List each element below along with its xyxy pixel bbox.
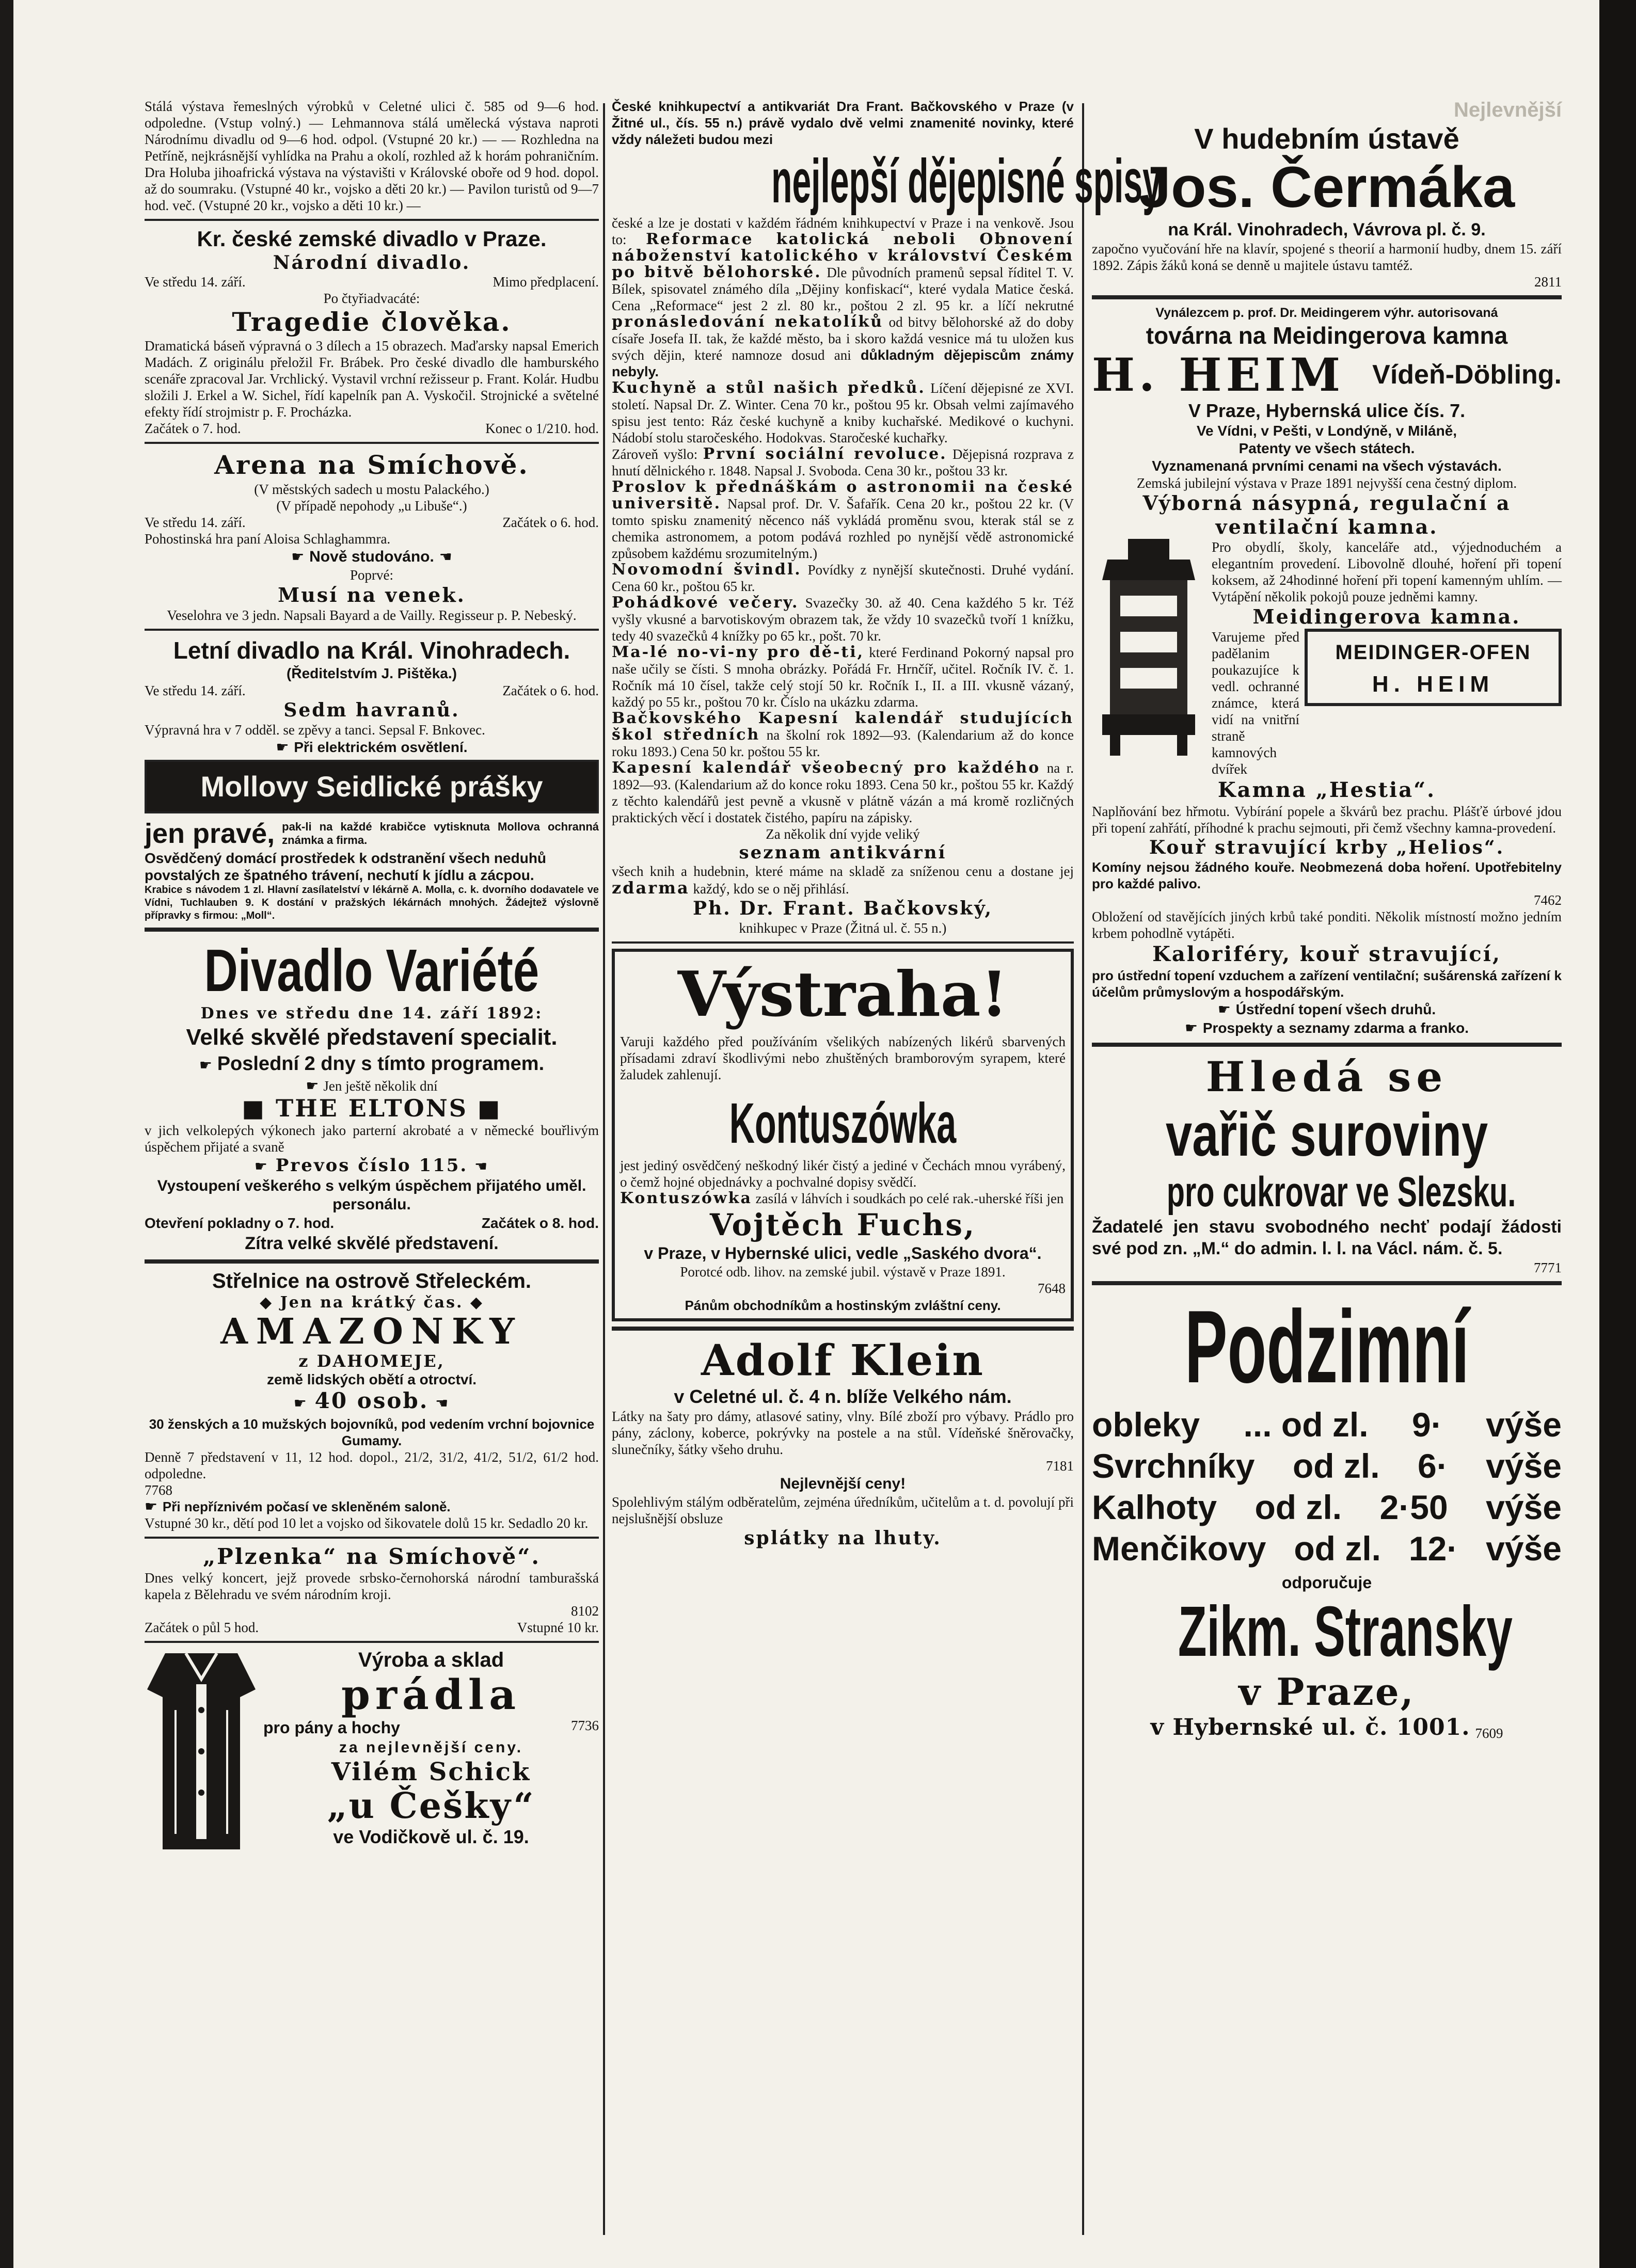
letni-light: Při elektrickém osvětlení.: [294, 739, 468, 755]
letni-theatre-ad: [145, 636, 599, 757]
strelnice-daily: Denně 7 představení v 11, 12 hod. dopol., 21/2, 31/2, 41/2, 51/2, 61/2 hod. odpoledne.: [145, 1449, 599, 1481]
pointing-hand-icon: ☛: [293, 1395, 315, 1412]
heim-meidinger: Meidingerova kamna.: [1252, 605, 1521, 628]
hleda-line2: pro cukrovar ve Slezsku.: [1166, 1169, 1516, 1216]
catalog-free: zdarma: [612, 878, 690, 898]
pointing-hand-icon: ☚: [428, 1395, 450, 1412]
heim-address: V Praze, Hybernská ulice čís. 7.: [1188, 400, 1466, 421]
pointing-hand-icon: ☛: [306, 1077, 324, 1094]
revolution-title: První sociální revoluce.: [703, 445, 947, 463]
variete-headline: Velké skvělé představení specialit.: [186, 1025, 558, 1050]
schick-cheap: za nejlevnější ceny.: [339, 1739, 523, 1756]
proslov-text: Napsal prof. Dr. V. Šafařík. Cena 20 kr., poštou 22 kr. (V tomto spisku znamenitý něcenco náš vykládá proměnu svou, kterak stál se z chemika astronomem, a potom podává rozhled po nynější vědě astronomické způsobem každému srozumitelným.): [612, 496, 1074, 561]
kalendar-text: na školní rok 1892—93. (Kalendarium až do konce roku 1893.) Cena 50 kr. poštou 55 kr.: [612, 727, 1074, 759]
price-item-suffix: výše: [1486, 1405, 1562, 1444]
theatre-note: Mimo předplacení.: [493, 274, 599, 290]
schick-name: Vilém Schick: [331, 1758, 531, 1786]
backovsky-reformace: Reformace katolická neboli Obnovení náboženství katolického v království Českém po bitvě bělohorské.: [612, 230, 1074, 281]
backovsky-signature: Ph. Dr. Frant. Bačkovský,: [692, 898, 993, 919]
price-row: [1092, 1445, 1562, 1487]
variete-last: Poslední 2 dny s tímto programem.: [217, 1053, 545, 1075]
backovsky-intro: České knihkupectví a antikvariát Dra Frant. Bačkovského v Praze (v Žitné ul., čís. 55 n.) právě vydalo dvě velmi znamenité novinky, které vždy náležeti budou mezi: [612, 99, 1074, 147]
scan-left-edge: [0, 0, 13, 2268]
klein-title: Adolf Klein: [701, 1336, 984, 1385]
variete-open: Otevření pokladny o 7. hod.: [145, 1215, 335, 1231]
heim-factory: továrna na Meidingerova kamna: [1146, 322, 1508, 349]
letni-title: Letní divadlo na Král. Vinohradech.: [173, 637, 570, 664]
catalog-title: seznam antikvární: [739, 842, 947, 863]
price-item-value: 12·: [1408, 1529, 1458, 1568]
theatre-date: Ve středu 14. září.: [145, 274, 246, 290]
letni-director: (Ředitelstvím J. Pištěka.): [287, 665, 457, 681]
price-item-suffix: výše: [1486, 1488, 1562, 1526]
catalog-request: Za několik dní vyjde veliký: [766, 826, 920, 842]
schick-address: ve Vodičkově ul. č. 19.: [333, 1826, 529, 1847]
helios-title: Kouř stravující krby „Helios“.: [1149, 837, 1505, 858]
cermak-pre: V hudebním ústavě: [1194, 122, 1459, 155]
stransky-price-list: [1092, 1404, 1562, 1569]
pointing-hand-icon: ☛: [145, 1498, 163, 1515]
vystraha-text: Varuji každého před používáním všelikých nabízených likérů sbarvených přísadami zdraví škodlivými nebo zhuštěných bramborovým syrapem, které žaludek zahlenují.: [620, 1034, 1066, 1082]
pointing-hand-icon: ☚: [434, 548, 452, 565]
helios-text: Komíny nejsou žádného kouře. Neobmezená doba hoření. Upotřebitelny pro každé palivo.: [1092, 859, 1562, 891]
variete-ad: Divadlo Variété Dnes ve středu dne 14. září 1892: Velké skvělé představení specialit. ☛ Poslední 2 dny s tímto programem. ☛ Jen ještě několik dní ■ THE ELTONS ■ v jich velkolepých výkonech jako parterní akrobaté a v německé bouřlivým úspěchem přijaté a svaně ☛ Prevos číslo 115. ☚ Vystoupení veškerého s velkým úspěchem přijatého uměl. personálu. Otevření pokladny o 7. hod. Začátek o 8. hod. Zítra velké skvělé představení.: [145, 937, 599, 1253]
pointing-hand-icon: ☛: [254, 1158, 276, 1175]
backovsky-known: důkladným dějepiscům známy nebyly.: [612, 347, 1074, 379]
vystraha-title: Výstraha!: [677, 958, 1008, 1031]
theatre-start: Po čtyřiadvacáté:: [323, 291, 420, 306]
stransky-ad: [1092, 1290, 1562, 1742]
price-item-sep: ... od zl.: [1243, 1405, 1369, 1444]
backovsky-headline: nejlepší dějepisné spisy: [771, 147, 1162, 216]
schick-number: 7736: [571, 1718, 599, 1733]
stove-icon: [1092, 539, 1205, 756]
shirt-icon: [145, 1648, 258, 1855]
price-item-value: 9·: [1412, 1405, 1442, 1444]
strelnice-show: AMAZONKY: [220, 1311, 523, 1352]
exhibit-listing: Stálá výstava řemeslných výrobků v Celetné ulici č. 585 od 9—6 hod. odpoledne. (Vstup volný.) — Lehmannova stálá umělecká výstava naproti Národnímu divadlu od 9—6 hod. odpol. (Vstupné 20 kr.) — — Rozhledna na Petříně, nejkrásnější vyhlídka na Prahu a okolí, rozhled až k horám pohraničním. Dra Holuba jihoafrická výstava na výstavišti v Královské oboře od 9 hod. dopol. až do soumraku. (Vstupné 40 kr., vojsko a děti 20 kr.) — Pavilon turistů od 9—7 hod. več. (Vstupné 20 kr., vojsko a děti 10 kr.) —: [145, 99, 599, 213]
price-item-name: Svrchníky: [1092, 1447, 1255, 1485]
price-item-suffix: výše: [1486, 1529, 1562, 1568]
kalorifery-text: pro ústřední topení vzduchem a zařízení ventilační; sušárenská zařízení k účelům průmyslovým a hospodářským.: [1092, 968, 1562, 1000]
plzenka-entry: Vstupné 10 kr.: [517, 1620, 599, 1635]
novomodni-title: Novomodní švindl.: [612, 561, 802, 579]
price-item-sep: od zl.: [1254, 1488, 1342, 1526]
trademark-plate: [1305, 629, 1562, 706]
also-published: Zároveň vyšlo:: [612, 446, 698, 462]
theatre-description: Dramatická báseň výpravná o 3 dílech a 15 obrazech. Maďarsky napsal Emerich Madách. Z originálu přeložil Fr. Brábek. Pro české divadlo dle hamburského scenáře zpracoval Jar. Vrchlický. Vystavil vrchní režisseur p. Frant. Kolár. Hudbu složili J. Erkel a W. Sichel, řídí kapelník pan A. Vyskočil. Strojnické a světelné efekty řídí strojmistr p. F. Procházka.: [145, 338, 599, 420]
moll-prave: jen pravé,: [145, 818, 275, 849]
arena-start: Začátek o 6. hod.: [502, 515, 599, 530]
plzenka-number: 8102: [571, 1603, 599, 1619]
stransky-city: v Praze,: [1238, 1670, 1415, 1714]
price-row: [1092, 1404, 1562, 1445]
revolution-text: Dějepisná rozprava z hnutí dělnického r. 1848. Napsal J. Svoboda. Cena 30 kr., poštou 33 kr.: [612, 446, 1074, 478]
kontus-title: Kontuszówka: [729, 1092, 957, 1155]
plzenka-start: Začátek o půl 5 hod.: [145, 1620, 259, 1635]
kapesni-title: Kapesní kalendář všeobecný pro každého: [612, 759, 1041, 777]
moll-prave-text: pak-li na každé krabičce vytisknuta Mollova ochranná známka a firma.: [282, 820, 599, 846]
proslov-title: Proslov k přednáškám o astronomii na české universitě.: [612, 478, 1074, 513]
price-item-suffix: výše: [1486, 1447, 1562, 1485]
heim-name: H. HEIM: [1092, 348, 1345, 402]
cermak-address: na Král. Vinohradech, Vávrova pl. č. 9.: [1168, 220, 1486, 239]
heim-warning: Varujeme před padělanim poukazujíce k vedl. ochranné známce, která vidí na vnitřní straně kamnových dvířek: [1212, 629, 1299, 777]
strelnice-ad: Střelnice na ostrově Střeleckém. ◆ Jen na krátký čas. ◆ AMAZONKY z DAHOMEJE, země lidských obětí a otroctví. ☛ 40 osob. ☚ 30 ženských a 10 mužských bojovníků, pod vedením vrchní bojovnice Gumamy. Denně 7 představení v 11, 12 hod. dopol., 21/2, 31/2, 41/2, 51/2, 61/2 hod. odpoledne. 7768 ☛ Při nepříznivém počasí ve skleněném saloně. Vstupné 30 kr., dětí pod 10 let a vojsko od šikovatele dolů 15 kr. Sedadlo 20 kr.: [145, 1270, 599, 1531]
hleda-number: 7771: [1534, 1260, 1562, 1275]
backovsky-text2: Dle původních pramenů sepsal říditel T. V. Bílek, spisovatel známého díla „Dějiny konfiskací“, které vydala Matice česká. Cena „Reformace“ jest 2 zl. 80 kr., poštou 2 zl. 95 kr. a líčí nekrutné: [612, 265, 1074, 313]
backovsky-signature-address: knihkupec v Praze (Žitná ul. č. 55 n.): [739, 920, 947, 936]
prospectus: Prospekty a seznamy zdarma a franko.: [1202, 1020, 1469, 1036]
heim-branches: Ve Vídni, v Pešti, v Londýně, v Miláně,: [1196, 423, 1457, 439]
cermak-number: 2811: [1534, 274, 1562, 290]
price-row: [1092, 1487, 1562, 1528]
cermak-text: započno vyučování hře na klavír, spojené s theorií a harmonií hudby, dnem 15. září 1892. Zápis žáků koná se denně u majitele ústavu tamtéž.: [1092, 241, 1562, 273]
heim-headline: Výborná násypná, regulační a ventilační kamna.: [1142, 491, 1511, 538]
hleda-ad: [1092, 1052, 1562, 1276]
variete-act-description: v jich velkolepých výkonech jako parterní akrobaté a v německé bouřlivým úspěchem přijaté a svaně: [145, 1123, 599, 1155]
backovsky-text1: české a lze je dostati v každém řádném knihkupectví v Praze i na venkově. Jsou to:: [612, 215, 1074, 247]
kontus-number: 7648: [1038, 1281, 1066, 1296]
schick-title: Výroba a sklad: [358, 1649, 504, 1671]
variete-start: Začátek o 8. hod.: [481, 1215, 599, 1231]
letni-date: Ve středu 14. září.: [145, 683, 246, 698]
heim-awards: Vyznamenaná prvními cenami na všech výstavách.: [1152, 458, 1502, 474]
pointing-hand-icon: ☛: [1217, 1001, 1236, 1018]
arena-title: Arena na Smíchově.: [214, 450, 529, 480]
arena-line1: (V městských sadech u mostu Palackého.): [254, 482, 489, 497]
hestia-text: Naplňování bez hřmotu. Vybírání popele a škvárů bez prachu. Plášťě úrbové jdou při topení zahřátí, příhodné k prachu sejmouti, při čemž všechny kamna-provedení.: [1092, 804, 1562, 836]
price-item-sep: od zl.: [1292, 1447, 1380, 1485]
moll-fine-print: Krabice s návodem 1 zl. Hlavní zasílatelství v lékárně A. Molla, c. k. dvorního dodavatele ve Vídni, Tuchlauben 9. K dostání v pražských lékárnách mnohých. Žádejtež výslovně přípravky s firmou: „Moll“.: [145, 884, 599, 921]
arena-play: Musí na venek.: [278, 583, 466, 606]
trademark-line1: MEIDINGER-OFEN: [1335, 641, 1531, 664]
variete-prevos: Prevos číslo 115.: [275, 1155, 468, 1176]
backovsky-ad: [612, 98, 1162, 936]
price-item-name: Menčikovy: [1092, 1529, 1266, 1568]
price-item-sep: od zl.: [1294, 1529, 1381, 1568]
helios-text2: Obložení od stavějících jiných krbů také ponditi. Několik místností možno jedním krbem pohodlně vytápěti.: [1092, 909, 1562, 941]
strelnice-entry: Vstupné 30 kr., dětí pod 10 let a vojsko od šikovatele dolů 15 kr. Sedadlo 20 kr.: [145, 1515, 589, 1531]
plzenka-ad: [145, 1544, 599, 1636]
stransky-recommends: odporučuje: [1281, 1573, 1372, 1592]
pointing-hand-icon: ☛: [199, 1057, 217, 1074]
heim-patents: Patenty ve všech státech.: [1238, 440, 1415, 456]
strelnice-number: 7768: [145, 1482, 172, 1498]
stransky-address: v Hybernské ul. č. 1001.: [1150, 1714, 1470, 1740]
arena-line2: (V případě nepohody „u Libuše“.): [276, 498, 467, 514]
klein-ad: [612, 1336, 1074, 1550]
kontus-text2: zasílá v láhvích i soudkách po celé rak.-uherské říši jen: [755, 1191, 1064, 1206]
schick-for: pro pány a hochy: [263, 1718, 400, 1737]
variete-all: Vystoupení veškerého s velkým úspěchem přijatého uměl. personálu.: [157, 1177, 586, 1213]
vystraha-ad: [612, 949, 1074, 1321]
letni-description: Výpravná hra v 7 odděl. se zpěvy a tanci. Sepsal F. Bnkovec.: [145, 722, 485, 738]
cermak-name: Jos. Čermáka: [1138, 155, 1515, 219]
kontus-award: Porotcé odb. lihov. na zemské jubil. výstavě v Praze 1891.: [680, 1264, 1006, 1280]
theatre-subtitle: Národní divadlo.: [273, 252, 471, 274]
hleda-line1: vařič suroviny: [1165, 1101, 1488, 1169]
heim-text: Pro obydlí, školy, kanceláře atd., výjednoduchém a elegantním provedení. Libovolně dlouhé, hoření při topení koksem, až 24hodinné hoření při topení kamenným uhlím. — Vytápění několik pokojů pouze jedněmi kamny.: [1212, 539, 1562, 604]
kontus-product: Kontuszówka: [620, 1189, 752, 1207]
pointing-hand-icon: ☛: [276, 739, 294, 756]
arena-new: Nově studováno.: [309, 548, 434, 565]
hestia-title: Kamna „Hestia“.: [1217, 778, 1436, 802]
letni-start: Začátek o 6. hod.: [502, 683, 599, 698]
national-theatre-ad: [145, 226, 599, 437]
mala-title: Ma-lé no-vi-ny pro dě-ti,: [612, 643, 865, 661]
moll-description: Osvědčený domácí prostředek k odstranění všech neduhů povstalých ze špatného trávení, nechutí k jídlu a zácpou.: [145, 850, 547, 883]
column-rule-2: [1082, 103, 1084, 2235]
stransky-number: 7609: [1475, 1726, 1503, 1741]
arena-first: Poprvé:: [350, 567, 393, 583]
schick-shop: „u Češky“: [327, 1785, 535, 1827]
strelnice-from: z DAHOMEJE,: [298, 1351, 445, 1371]
trademark-line2: H. HEIM: [1372, 672, 1495, 697]
heim-jubilee: Zemská jubilejní výstava v Praze 1891 nejvyšší cena čestný diplom.: [1136, 475, 1517, 491]
plzenka-title: „Plzenka“ na Smíchově“.: [202, 1544, 541, 1569]
strelnice-title: Střelnice na ostrově Střeleckém.: [212, 1270, 532, 1292]
theatre-play-title: Tragedie člověka.: [232, 307, 512, 337]
price-item-name: Kalhoty: [1092, 1488, 1217, 1526]
vecery-title: Pohádkové večery.: [612, 594, 799, 612]
klein-text: Látky na šaty pro dámy, atlasové satiny, vlny. Bílé zboží pro výbavy. Prádlo pro pány, záclony, koberce, pokrývky na postele a na stůl. Vídeňské šněrovačky, slunečníky, šátky všeho druhu.: [612, 1409, 1074, 1457]
cermak-ad: [1092, 98, 1562, 290]
stransky-name: Zikm. Stransky: [1178, 1592, 1513, 1671]
klein-text2: Spolehlivým stálým odběratelům, zejména úředníkům, učitelům a t. d. povolují při nejslušnější obsluze: [612, 1494, 1074, 1526]
vecery-text: Svazečky 30. až 40. Cena každého 5 kr. Též vyšly vkusné a barvotiskovým obrazem tak, že vždy 10 svazečků tvoří 1 knížku, tedy 40 svazečků 4 knížky po 65 kr., pošt. 70 kr.: [612, 595, 1074, 644]
arena-ad: [145, 449, 599, 624]
theatre-end-time: Konec o 1/210. hod.: [485, 421, 599, 436]
kontus-text1: jest jediný osvědčený neškodný likér čistý a jediné v Čechách mnou vyrábený, o čemž hojné objednávky a pochvalné dopisy svědčí.: [620, 1158, 1066, 1190]
kapesni-text: na r. 1892—93. (Kalendarium až do konce roku 1893. Cena 50 kr., poštou 55 kr. Každý z těchto kalendářů jest pevně a vkusně v plátně vázán a má kromě rozličných praktických věcí i dostatek čistého, papíru na zápisky.: [612, 760, 1074, 825]
scan-right-edge: [1599, 0, 1636, 2268]
strelnice-description: 30 ženských a 10 mužských bojovníků, pod vedením vrchní bojovnice Gumamy.: [149, 1416, 595, 1448]
pointing-hand-icon: ☛: [291, 548, 310, 565]
klein-number: 7181: [1046, 1458, 1074, 1474]
variete-more: Jen ještě několik dní: [323, 1078, 438, 1094]
stransky-title: Podzimní: [1184, 1289, 1469, 1404]
price-row: [1092, 1528, 1562, 1569]
pointing-hand-icon: ☚: [468, 1158, 489, 1175]
price-item-value: 6·: [1418, 1447, 1448, 1485]
strelnice-rain: Při nepříznivém počasí ve skleněném saloně.: [162, 1499, 451, 1514]
kontus-name: Vojtěch Fuchs,: [709, 1207, 976, 1242]
arena-description: Veselohra ve 3 jedn. Napsali Bayard a de Vailly. Regisseur p. P. Nebeský.: [167, 608, 577, 623]
moll-banner: Mollovy Seidlické prášky: [145, 760, 599, 813]
faded-heading: Nejlevnější: [1453, 99, 1562, 121]
kuchyne-text: Líčení dějepisné ze XVI. století. Napsal Dr. Z. Winter. Cena 70 kr., poštou 95 kr. Obsah velmi zajímavého spisu jest tento: Ráz české kuchyně a kniby kuchařské. Medikové o kuchyni. Nádobí stolu staročeského. Hodokvas. Staročeské kuchařky.: [612, 380, 1074, 445]
variete-act: THE ELTONS: [276, 1094, 468, 1122]
variete-title: Divadlo Variété: [204, 937, 539, 1004]
backovsky-text3: od bitvy bělohorské až do doby císaře Josefa II. tak, že každé město, ba i skoro každá vesnice má tu uložen kus svých dějin, které namnoze dosud ani: [612, 314, 1074, 363]
arena-troupe: Pohostinská hra paní Aloisa Schlaghammra.: [145, 531, 391, 547]
mala-text: které Ferdinand Pokorný napsal pro naše učily se čísti. S mnoha obrázky. Pořádá Fr. Hrnčíř, učitel. Ročník IV. č. 1. Ročník má 10 čísel, takže celý stojí 50 kr. Ročník I., II. a III. vkusně vázaný, každý po 55 kr., poštou 70 kr. Číslo na ukázku zdarma.: [612, 645, 1074, 710]
hleda-title: Hledá se: [1205, 1052, 1448, 1101]
catalog-text: všech knih a hudebnin, které máme na skladě za sníženou cenu a dostane jej: [612, 864, 1074, 879]
kalendar-title: Bačkovského Kapesní kalendář studujících škol středních: [612, 709, 1074, 744]
strelnice-count: 40 osob.: [314, 1388, 429, 1413]
variete-date: Dnes ve středu dne 14. září 1892:: [200, 1004, 543, 1023]
column-rule-1: [603, 103, 605, 2235]
schick-ad: [145, 1648, 599, 1855]
klein-splatky: splátky na lhuty.: [744, 1527, 942, 1549]
strelnice-short: Jen na krátký čas.: [280, 1293, 464, 1312]
price-item-name: obleky: [1092, 1405, 1200, 1444]
arena-date: Ve středu 14. září.: [145, 515, 246, 530]
theatre-title: Kr. české zemské divadlo v Praze.: [197, 227, 547, 251]
price-item-value: 2·50: [1379, 1488, 1448, 1526]
plzenka-description: Dnes velký koncert, jejž provede srbsko-černohorská národní tamburašská kapela z Bělehradu ve svém národním kroji.: [145, 1570, 599, 1602]
hleda-text: Žadatelé jen stavu svobodného nechť podají žádosti své pod zn. „M.“ do admin. l. l. na Václ. nám. č. 5.: [1092, 1217, 1562, 1258]
kontus-note: Pánům obchodníkům a hostinským zvláštní ceny.: [685, 1298, 1001, 1313]
heim-number: 7462: [1534, 892, 1562, 908]
klein-cheap: Nejlevnější ceny!: [780, 1475, 906, 1492]
heim-city: Vídeň-Döbling.: [1372, 360, 1562, 390]
pointing-hand-icon: ☛: [1185, 1019, 1203, 1036]
heim-intro: Vynálezcem p. prof. Dr. Meidingerem výhr. autorisovaná: [1155, 306, 1498, 320]
theatre-start-time: Začátek o 7. hod.: [145, 421, 241, 436]
column-1: [145, 98, 599, 2245]
column-3: [1092, 98, 1562, 2245]
catalog-free-text: každý, kdo se o něj přihlásí.: [693, 881, 849, 897]
heim-ad: [1092, 305, 1562, 1037]
moll-ad: [145, 760, 599, 922]
letni-play: Sedm havranů.: [283, 699, 460, 721]
kuchyne-title: Kuchyně a stůl našich předků.: [612, 379, 926, 397]
klein-address: v Celetné ul. č. 4 n. blíže Velkého nám.: [674, 1386, 1012, 1407]
kalorifery-title: Kaloriféry, kouř stravující,: [1152, 942, 1501, 966]
backovsky-persecution: pronásledování nekatolíků: [612, 313, 884, 331]
schick-big: prádla: [341, 1670, 521, 1719]
central-heating: Ústřední topení všech druhů.: [1235, 1001, 1436, 1017]
variete-tomorrow: Zítra velké skvělé představení.: [245, 1234, 499, 1253]
kontus-address: v Praze, v Hybernské ulici, vedle „Saského dvora“.: [644, 1244, 1042, 1263]
novomodni-text: Povídky z nynější skutečnosti. Druhé vydání. Cena 60 kr., poštou 65 kr.: [612, 562, 1074, 594]
strelnice-from2: země lidských obětí a otroctví.: [266, 1371, 477, 1387]
